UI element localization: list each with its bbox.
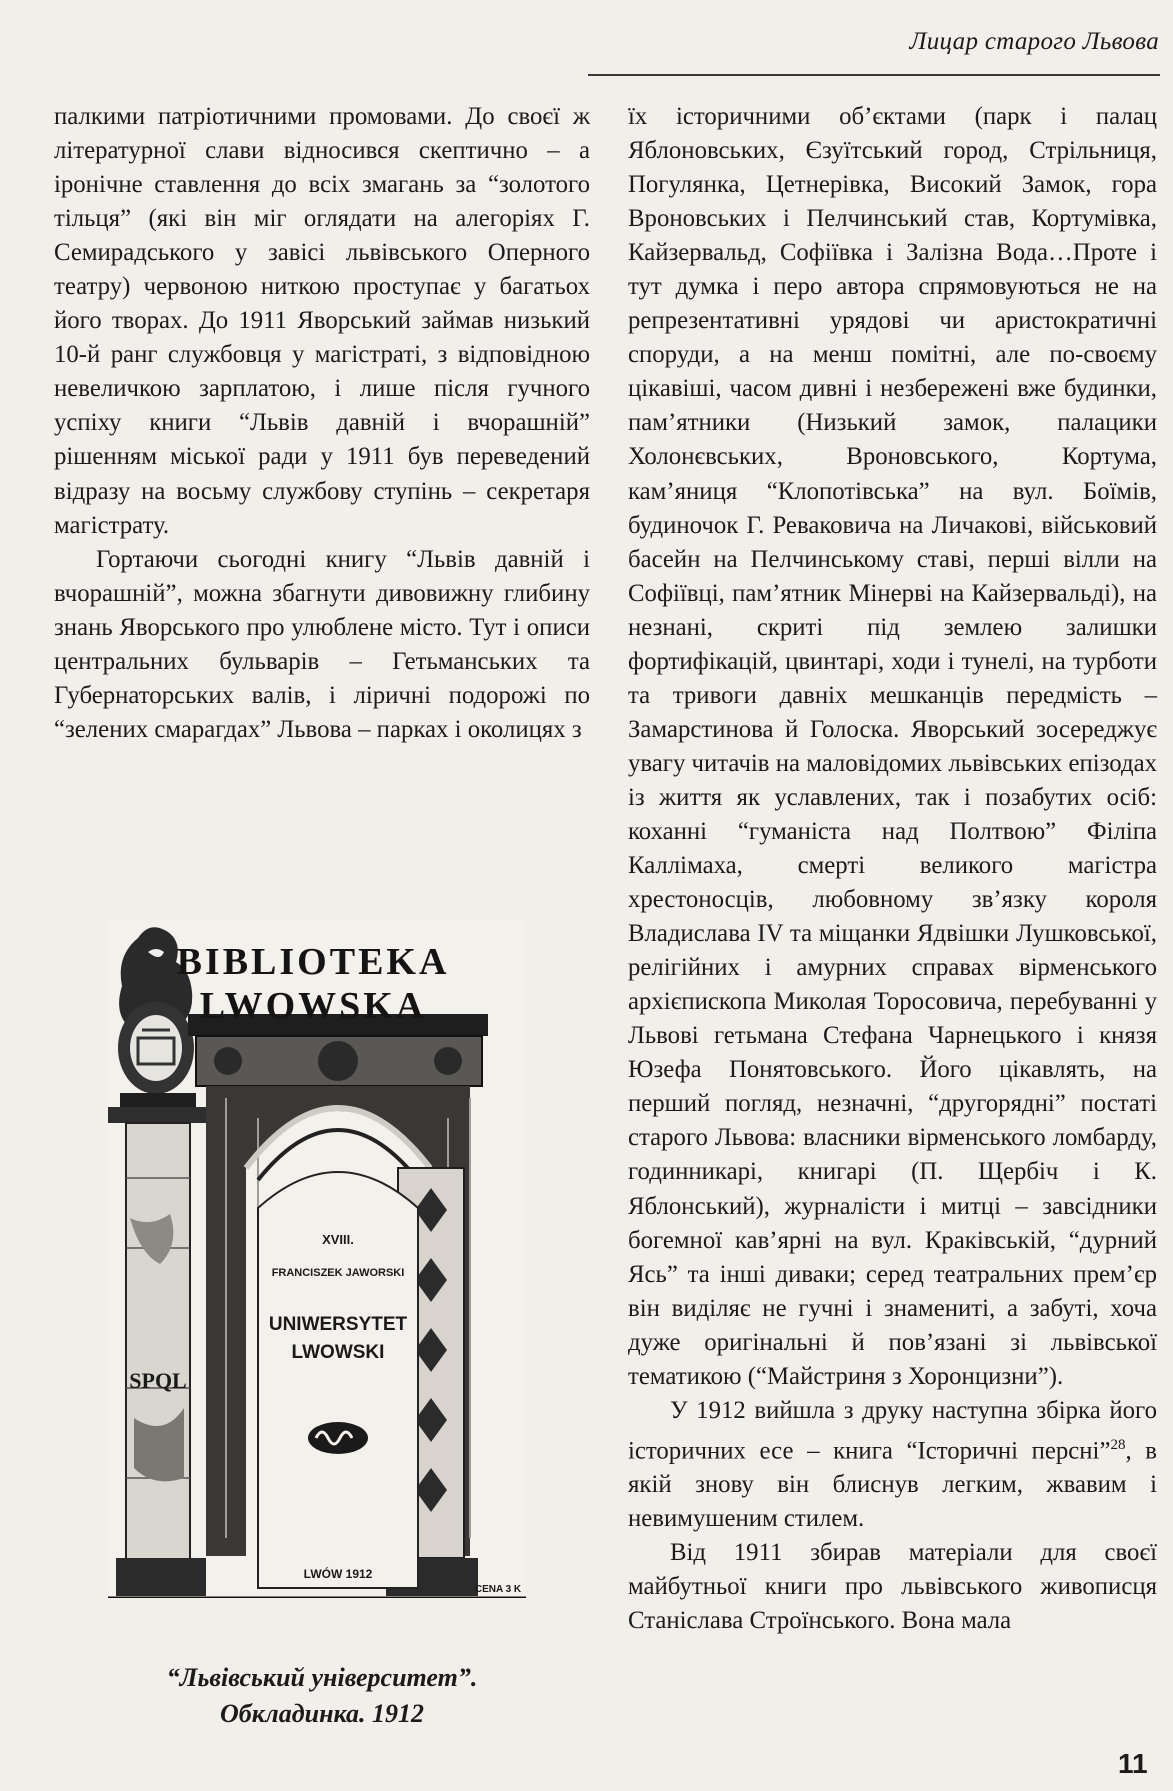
left-column (54, 100, 590, 747)
series-number: XVIII. (322, 1232, 354, 1247)
cover-engraving (108, 918, 526, 1598)
header-rule (588, 74, 1160, 76)
cover-author: FRANCISZEK JAWORSKI (271, 1267, 405, 1279)
cover-title-line2: LWOWSKA (199, 985, 427, 1027)
left-paragraph-2: Гортаючи сьогодні книгу “Львів давній і вчорашній”, можна збагнути дивовижну глибину знань Яворського про улюблене місто. Тут і описи центральних бульварів – Гетьманських та Губернаторських валів, і ліричні подорожі по “зелених смарагдах” Львова – парках і околицях з (54, 545, 590, 743)
right-paragraph-3: Від 1911 збирав матеріали для своєї майбутньої книги про львівського живописця Станіслава Строїнського. Вона мала (628, 1539, 1157, 1635)
publisher-mark-icon (308, 1422, 368, 1454)
footnote-marker[interactable]: 28 (1110, 1436, 1126, 1453)
book-cover-illustration (108, 918, 526, 1598)
caption-line-2: Обкладинка. 1912 (219, 1699, 425, 1728)
cover-price: CENA 3 K (474, 1584, 522, 1595)
right-column (628, 100, 1157, 1638)
right-paragraph-2-text: У 1912 вийшла з друку наступна збірка його історичних есе – книга “Історичні персні” (628, 1396, 1157, 1465)
caption-line-1: “Львівський університет”. (166, 1663, 478, 1692)
book-title-line1: UNIWERSYTET (268, 1314, 408, 1335)
page-number: 11 (1118, 1748, 1148, 1779)
running-head-title: Лицар старого Львова (909, 28, 1159, 55)
pillar-inscription: SPQL (129, 1368, 187, 1393)
right-paragraph-1: їх історичними об’єктами (парк і палац Яблоновських, Єзуїтський город, Стрільниця, Погулянка, Цетнерівка, Високий Замок, гора Вроновських і Пелчинський став, Кортумівка, Кайзервальд, Софіївка і Залізна Вода…Проте і тут думка і перо автора спрямовуються не на репрезентативні урядові чи аристократичні споруди, а на менш помітні, але по-своєму цікавіші, часом дивні і незбережені вже будинки, пам’ятники (Низький замок, палацики Холонєвських, Вроновського, Кортума, кам’яниця “Клопотівська” на вул. Боїмів, будиночок Г. Реваковича на Личакові, військовий басейн на Пелчинському ставі, перші вілли на Софіївці, пам’ятник Мінерві на Кайзервальді), на незнані, скриті під землею залишки фортифікацій, цвинтарі, ходи і тунелі, на турботи та тривоги давніх мешканців передмість – Замарстинова й Голоска. Яворський зосереджує увагу читачів на маловідомих львівських епізодах із життя як уславлених, так і позабутих осіб: коханні “гуманіста над Полтвою” Філіпа Каллімаха, смерті великого магістра хрестоносців, любовному зв’язку короля Владислава IV та міщанки Ядвішки Лушковської, релігійних і амурних справах вірменського архієпископа Миколая Торосовича, перебуванні у Львові гетьмана Стефана Чарнецького і князя Юзефа Понятовського. Його цікавлять, на перший погляд, незначні, “другорядні” постаті старого Львова: власники вірменського ломбарду, годинникарі, книгарі (П. Щербіч і К. Яблонський), журналісти і митці – завсідники богемної кав’ярні на вул. Краківській, “дурний Ясь” та інші диваки; серед театральних прем’єр він виділяє не гучні і знамениті, а забуті, хоча дуже оригінальні й пов’язані зі львівської тематикою (“Майстриня з Хоронцизни”). (628, 103, 1158, 1390)
left-paragraph-1: палкими патріотичними промовами. До своєї ж літературної слави відносився скептично – а іронічне ставлення до всіх змагань за “золотого тільця” (які він міг оглядати на алегоріях Г. Семирадського у завісі львівського Оперного театру) червоною ниткою проступає у багатьох його творах. До 1911 Яворський займав низький 10-й ранг службовця у магістраті, з відповідною невеличкою зарплатою, і лише після гучного успіху книги “Львів давній і вчорашній” рішенням міської ради у 1911 був переведений відразу на восьму службову ступінь – секретаря магістрату. (54, 103, 590, 539)
cover-title-line1: BIBLIOTEKA (176, 941, 450, 983)
figure-caption (54, 1660, 590, 1732)
cover-place-year: LWÓW 1912 (303, 1567, 373, 1581)
right-paragraph-2 (628, 1394, 1157, 1536)
right-paragraph-2-tail: , в якій знову він блиснув легким, жвавим і невимушеним стилем. (628, 1437, 1157, 1533)
book-title-line2: LWOWSKI (291, 1342, 385, 1363)
